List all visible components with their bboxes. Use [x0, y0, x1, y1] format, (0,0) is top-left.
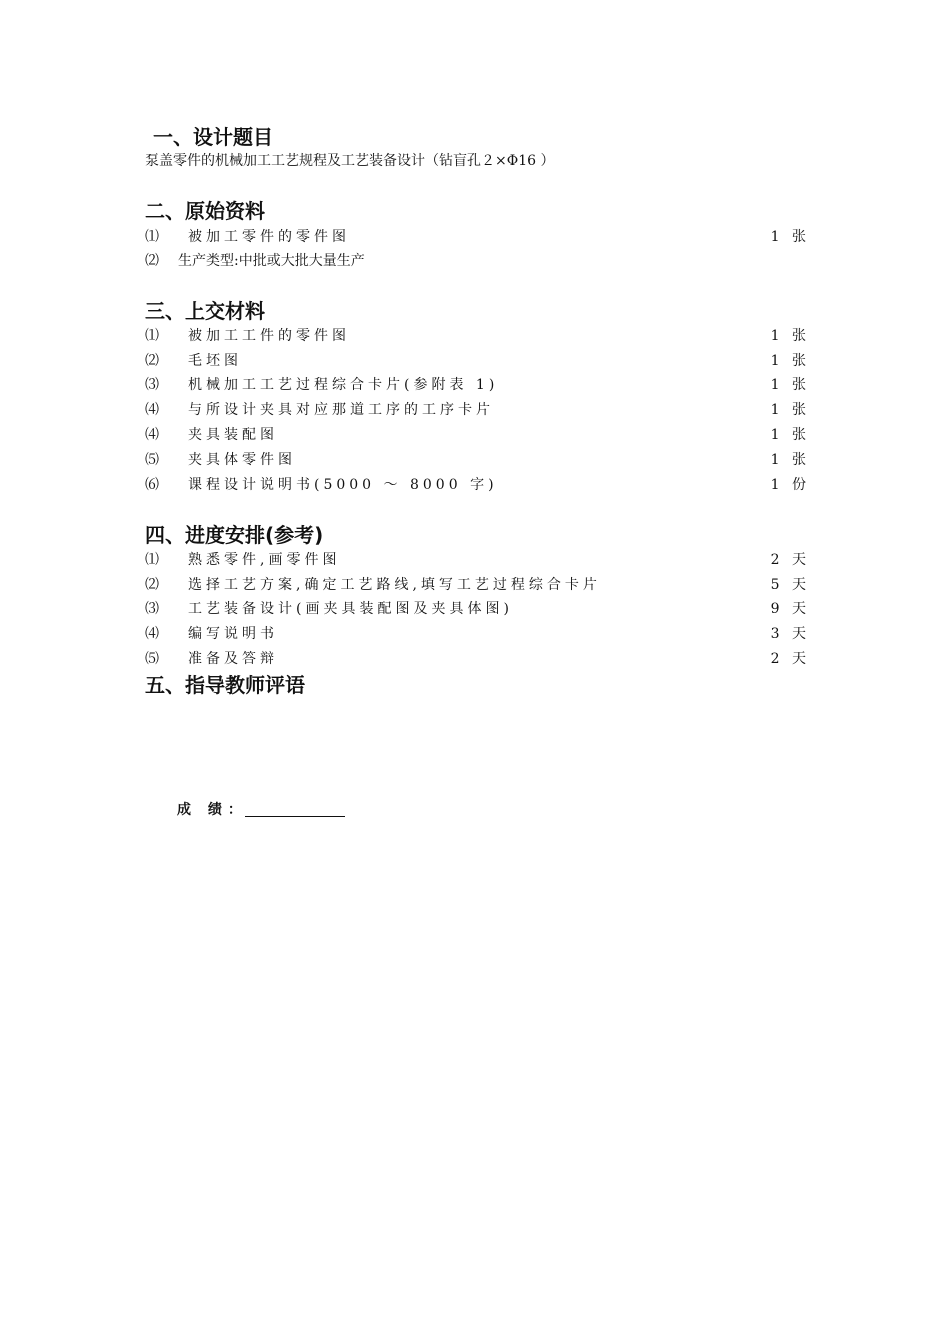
- item-amount: 2 天: [770, 552, 810, 568]
- item-number: ⑸: [145, 452, 159, 468]
- item-number: ⑷: [145, 402, 159, 418]
- item-number: ⑵: [145, 577, 159, 593]
- item-text: 夹具体零件图: [188, 452, 296, 468]
- list-item: [145, 475, 810, 495]
- item-amount: 1 张: [770, 229, 810, 245]
- item-text: 选择工艺方案,确定工艺路线,填写工艺过程综合卡片: [188, 577, 601, 593]
- item-amount: 1 张: [770, 452, 810, 468]
- item-amount: 1 张: [770, 377, 810, 393]
- item-amount: 1 张: [770, 427, 810, 443]
- list-item: [145, 227, 810, 247]
- item-text: 生产类型:中批或大批大量生产: [178, 253, 365, 269]
- item-text: 熟悉零件,画零件图: [188, 552, 341, 568]
- item-amount: 1 张: [770, 328, 810, 344]
- list-item: [145, 599, 810, 619]
- list-item: [145, 575, 810, 595]
- item-amount: 5 天: [770, 577, 810, 593]
- list-item: [145, 425, 810, 445]
- item-number: ⑴: [145, 328, 159, 344]
- item-number: ⑷: [145, 626, 159, 642]
- section-1-title: 一、设计题目: [153, 125, 273, 149]
- list-item: [145, 550, 810, 570]
- item-text: 夹具装配图: [188, 427, 278, 443]
- item-text: 毛坯图: [188, 353, 242, 369]
- section-5-title: 五、指导教师评语: [145, 673, 305, 697]
- item-amount: 1 张: [770, 353, 810, 369]
- list-item: [145, 351, 810, 371]
- item-text: 机械加工工艺过程综合卡片(参附表 1): [188, 377, 499, 393]
- item-number: ⑴: [145, 229, 159, 245]
- item-text: 被加工工件的零件图: [188, 328, 350, 344]
- grade-blank-line: [245, 816, 345, 817]
- item-text: 课程设计说明书(5000 ～ 8000 字): [188, 477, 498, 493]
- item-text: 工艺装备设计(画夹具装配图及夹具体图): [188, 601, 513, 617]
- item-number: ⑶: [145, 601, 159, 617]
- item-text: 准备及答辩: [188, 651, 278, 667]
- item-text: 与所设计夹具对应那道工序的工序卡片: [188, 402, 494, 418]
- item-text: 被加工零件的零件图: [188, 229, 350, 245]
- section-4-title: 四、进度安排(参考): [145, 523, 324, 547]
- item-number: ⑷: [145, 427, 159, 443]
- item-number: ⑶: [145, 377, 159, 393]
- item-amount: 3 天: [770, 626, 810, 642]
- list-item: [145, 649, 810, 669]
- item-amount: 2 天: [770, 651, 810, 667]
- item-amount: 1 张: [770, 402, 810, 418]
- item-number: ⑵: [145, 253, 159, 269]
- item-number: ⑸: [145, 651, 159, 667]
- item-text: 编写说明书: [188, 626, 278, 642]
- item-amount: 1 份: [770, 477, 810, 493]
- item-number: ⑴: [145, 552, 159, 568]
- list-item: [145, 251, 810, 271]
- item-amount: 9 天: [770, 601, 810, 617]
- list-item: [145, 450, 810, 470]
- list-item: [145, 326, 810, 346]
- list-item: [145, 375, 810, 395]
- design-topic-text: 泵盖零件的机械加工工艺规程及工艺装备设计（钻盲孔２×Φ16 ）: [145, 153, 555, 169]
- section-2-title: 二、原始资料: [145, 199, 265, 223]
- item-number: ⑵: [145, 353, 159, 369]
- grade-label: 成 绩：: [177, 802, 248, 818]
- section-3-title: 三、上交材料: [145, 299, 265, 323]
- item-number: ⑹: [145, 477, 159, 493]
- list-item: [145, 624, 810, 644]
- list-item: [145, 400, 810, 420]
